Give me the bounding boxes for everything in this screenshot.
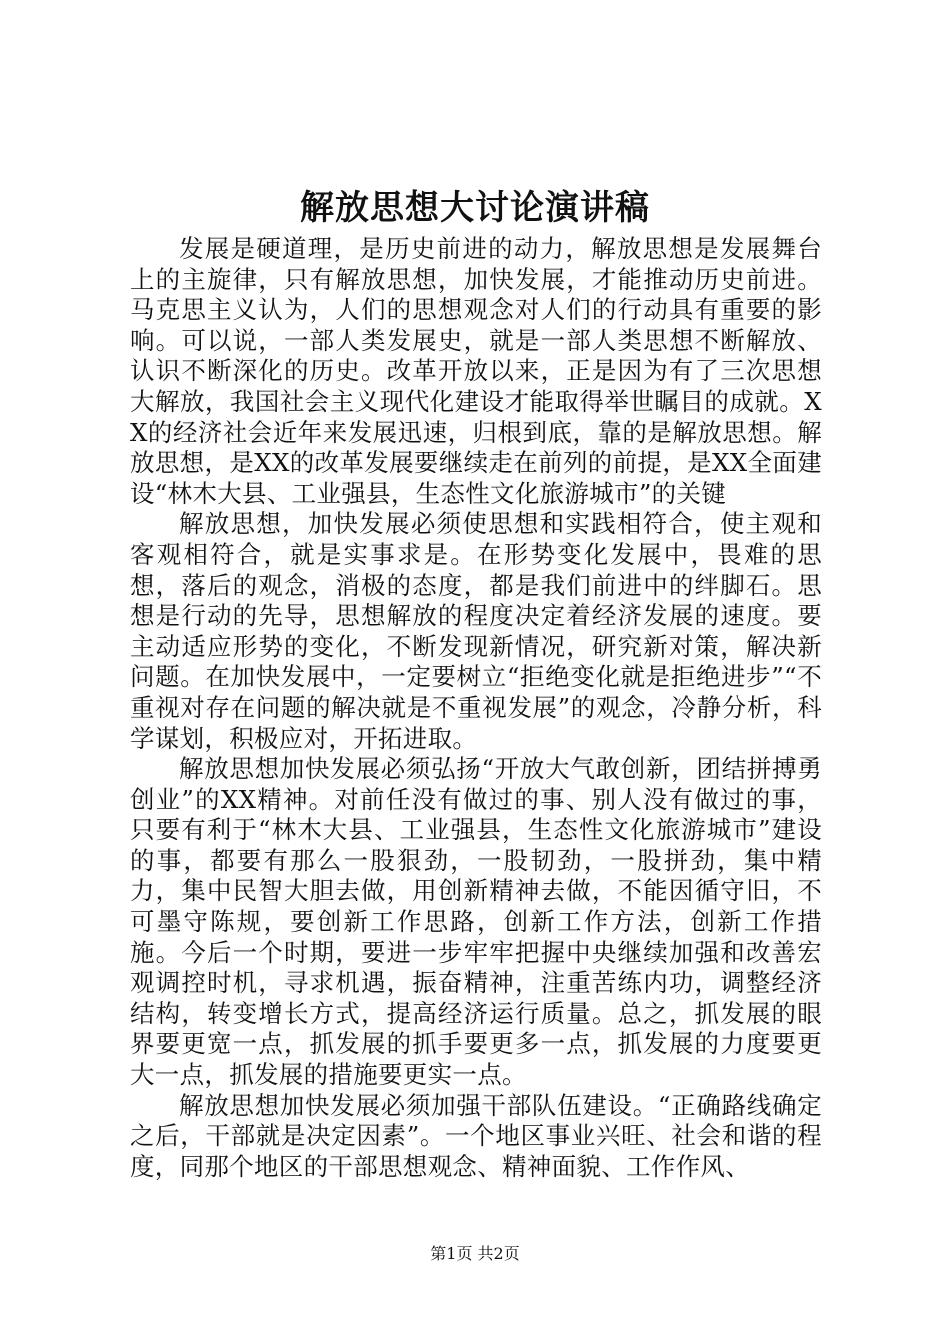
paragraph-4: 解放思想加快发展必须加强干部队伍建设。“正确路线确定之后，干部就是决定因素”。一个地区事业兴旺、社会和谐的程度，同那个地区的干部思想观念、精神面貌、工作作风、 (130, 1090, 822, 1181)
paragraph-2: 解放思想，加快发展必须使思想和实践相符合，使主观和客观相符合，就是实事求是。在形势变化发展中，畏难的思想，落后的观念，消极的态度，都是我们前进中的绊脚石。思想是行动的先导，思想解放的程度决定着经济发展的速度。要主动适应形势的变化，不断发现新情况，研究新对策，解决新问题。在加快发展中，一定要树立“拒绝变化就是拒绝进步”“不重视对存在问题的解决就是不重视发展”的观念，冷静分析，科学谋划，积极应对，开拓进取。 (130, 509, 822, 753)
document-title: 解放思想大讨论演讲稿 (300, 188, 650, 228)
paragraph-1: 发展是硬道理，是历史前进的动力，解放思想是发展舞台上的主旋律，只有解放思想，加快发展，才能推动历史前进。马克思主义认为，人们的思想观念对人们的行动具有重要的影响。可以说，一部人类发展史，就是一部人类思想不断解放、认识不断深化的历史。改革开放以来，正是因为有了三次思想大解放，我国社会主义现代化建设才能取得举世瞩目的成就。XX的经济社会近年来发展迅速，归根到底，靠的是解放思想。解放思想，是XX的改革发展要继续走在前列的前提，是XX全面建设“林木大县、工业强县，生态性文化旅游城市”的关键 (130, 234, 822, 508)
page-footer: 第1页 共2页 (430, 1244, 520, 1263)
paragraph-3: 解放思想加快发展必须弘扬“开放大气敢创新，团结拼搏勇创业”的XX精神。对前任没有做过的事、别人没有做过的事，只要有利于“林木大县、工业强县，生态性文化旅游城市”建设的事，都要有那么一股狠劲，一股韧劲，一股拼劲，集中精力，集中民智大胆去做，用创新精神去做，不能因循守旧，不可墨守陈规，要创新工作思路，创新工作方法，创新工作措施。今后一个时期，要进一步牢牢把握中央继续加强和改善宏观调控时机，寻求机遇，振奋精神，注重苦练内功，调整经济结构，转变增长方式，提高经济运行质量。总之，抓发展的眼界要更宽一点，抓发展的抓手要更多一点，抓发展的力度要更大一点，抓发展的措施要更实一点。 (130, 754, 822, 1090)
document-body (130, 234, 822, 1182)
